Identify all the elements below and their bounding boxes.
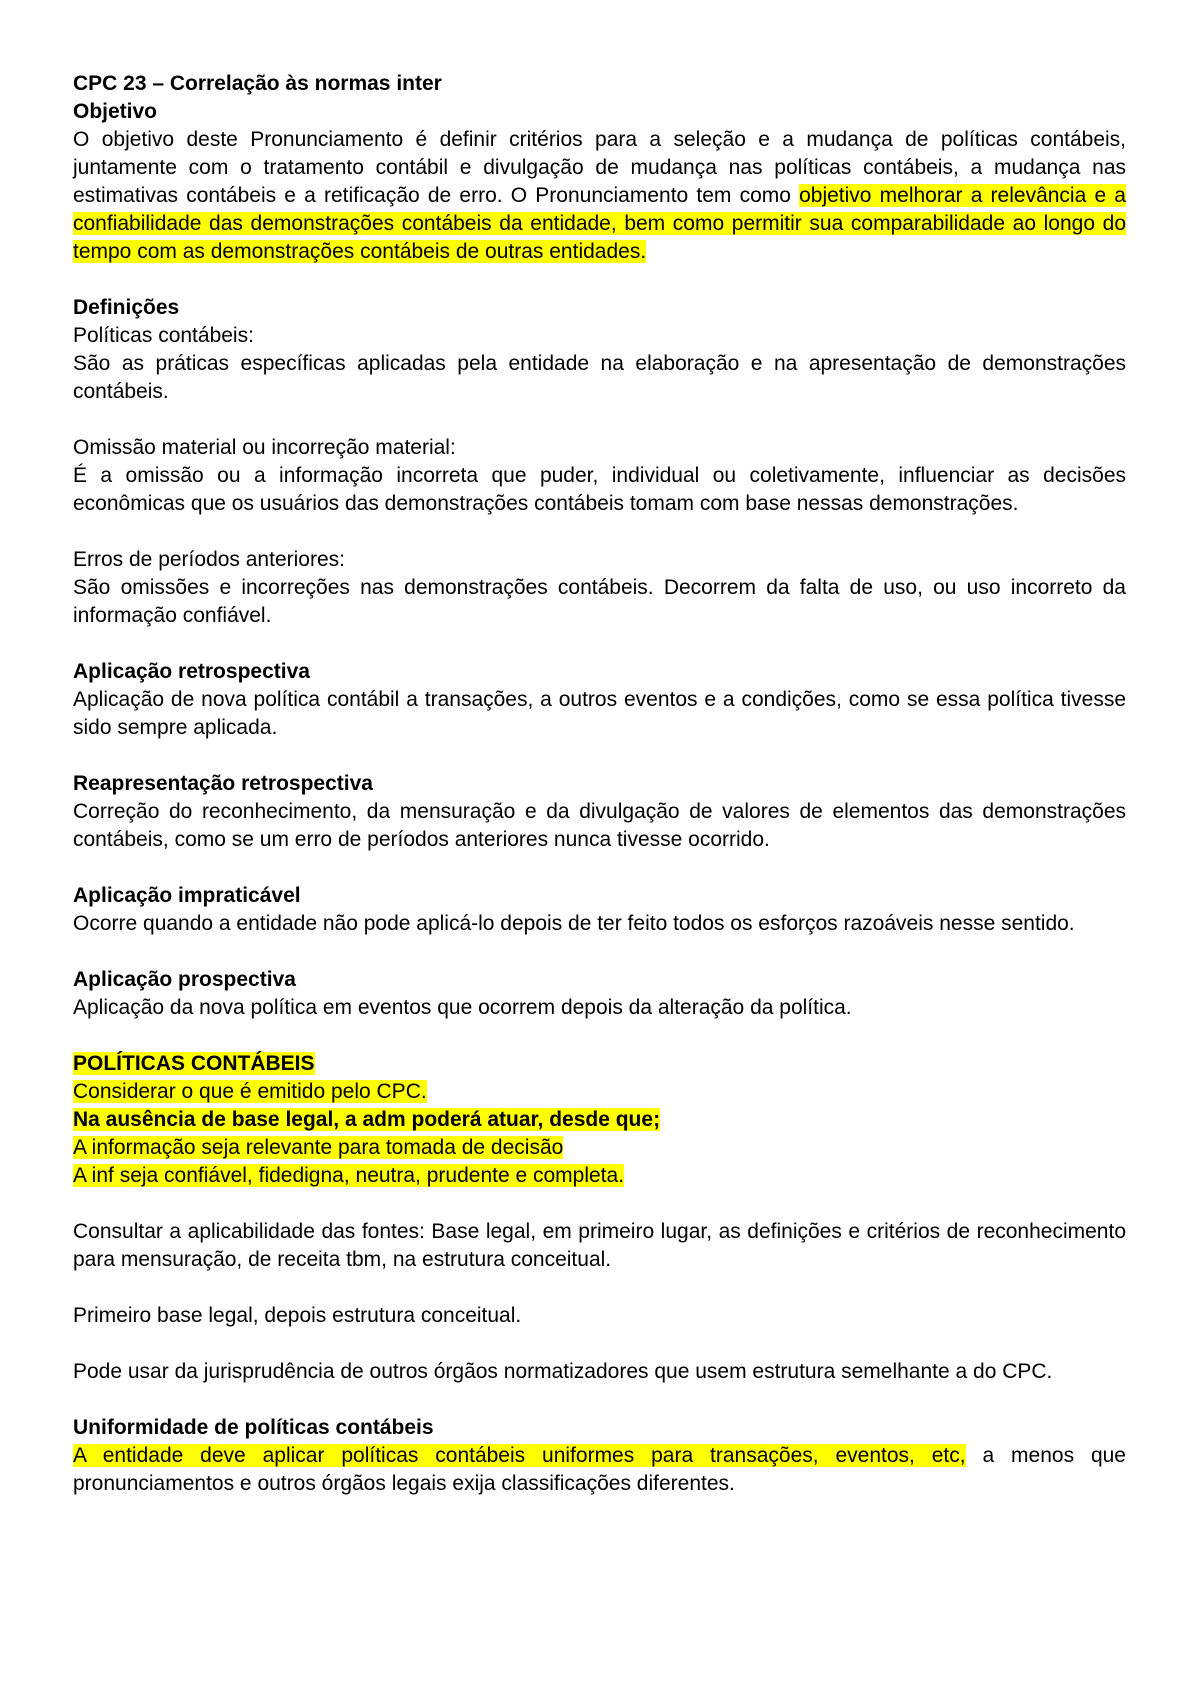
objetivo-heading: Objetivo — [73, 100, 158, 123]
politicas-heading: POLÍTICAS CONTÁBEIS — [73, 1052, 315, 1075]
erros-text: São omissões e incorreções nas demonstrações contábeis. Decorrem da falta de uso, ou uso incorreto da informação confiável. — [73, 576, 1126, 627]
politicas-section — [73, 1050, 1126, 1078]
document-title: CPC 23 – Correlação às normas inter — [73, 72, 442, 95]
aplicacao-retrospectiva-text: Aplicação de nova política contábil a transações, a outros eventos e a condições, como se essa política tivesse sido sempre aplicada. — [73, 688, 1126, 739]
erros-label: Erros de períodos anteriores: — [73, 548, 345, 571]
objetivo-paragraph — [73, 126, 1126, 266]
prospectiva-heading: Aplicação prospectiva — [73, 968, 296, 991]
omissao-label: Omissão material ou incorreção material: — [73, 436, 456, 459]
aplicacao-retrospectiva-heading: Aplicação retrospectiva — [73, 660, 310, 683]
uniformidade-paragraph — [73, 1442, 1126, 1498]
uniformidade-text: a menos que pronunciamentos e outros órgãos legais exija classificações diferentes. — [73, 1444, 1126, 1495]
reapresentacao-text: Correção do reconhecimento, da mensuração e da divulgação de valores de elementos das demonstrações contábeis, como se um erro de períodos anteriores nunca tivesse ocorrido. — [73, 800, 1126, 851]
consultar-paragraph: Consultar a aplicabilidade das fontes: Base legal, em primeiro lugar, as definições e critérios de reconhecimento para mensuração, de receita tbm, na estrutura conceitual. — [73, 1220, 1126, 1271]
omissao-text: É a omissão ou a informação incorreta que puder, individual ou coletivamente, influenciar as decisões econômicas que os usuários das demonstrações contábeis tomam com base nessas demonstrações. — [73, 464, 1126, 515]
definicoes-heading: Definições — [73, 296, 180, 319]
uniformidade-highlight: A entidade deve aplicar políticas contábeis uniformes para transações, eventos, etc, — [73, 1444, 966, 1467]
objetivo-highlight: objetivo melhorar a relevância e a confiabilidade das demonstrações contábeis da entidade, bem como permitir sua comparabilidade ao longo do tempo com as demonstrações contábeis de outras entidades. — [73, 184, 1126, 263]
politicas-line-3: A informação seja relevante para tomada de decisão — [73, 1136, 564, 1159]
pode-paragraph: Pode usar da jurisprudência de outros órgãos normatizadores que usem estrutura semelhante a do CPC. — [73, 1360, 1053, 1383]
prospectiva-text: Aplicação da nova política em eventos que ocorrem depois da alteração da política. — [73, 996, 852, 1019]
objetivo-text: O objetivo deste Pronunciamento é definir critérios para a seleção e a mudança de políticas contábeis, juntamente com o tratamento contábil e divulgação de mudança nas políticas contábeis, a mudança nas estimativas contábeis e a retificação de erro. O Pronunciamento tem como — [73, 128, 1126, 207]
reapresentacao-heading: Reapresentação retrospectiva — [73, 772, 373, 795]
impraticavel-text: Ocorre quando a entidade não pode aplicá-lo depois de ter feito todos os esforços razoáveis nesse sentido. — [73, 912, 1075, 935]
politicas-line-1: Considerar o que é emitido pelo CPC. — [73, 1080, 427, 1103]
politicas-line-4: A inf seja confiável, fidedigna, neutra, prudente e completa. — [73, 1164, 625, 1187]
politicas-contabeis-label: Políticas contábeis: — [73, 324, 254, 347]
politicas-contabeis-text: São as práticas específicas aplicadas pela entidade na elaboração e na apresentação de demonstrações contábeis. — [73, 352, 1126, 403]
uniformidade-heading: Uniformidade de políticas contábeis — [73, 1416, 434, 1439]
primeiro-paragraph: Primeiro base legal, depois estrutura conceitual. — [73, 1304, 522, 1327]
impraticavel-heading: Aplicação impraticável — [73, 884, 301, 907]
politicas-line-2: Na ausência de base legal, a adm poderá atuar, desde que; — [73, 1108, 661, 1131]
